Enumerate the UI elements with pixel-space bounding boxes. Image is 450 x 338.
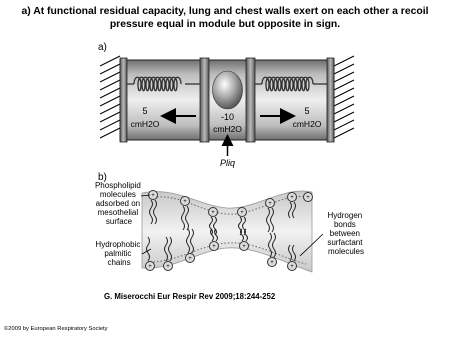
- svg-text:+: +: [240, 210, 244, 216]
- right-pressure-unit: cmH2O: [292, 119, 322, 129]
- svg-text:+: +: [166, 264, 170, 270]
- right-pressure-value: 5: [304, 106, 310, 116]
- center-pressure-unit: cmH2O: [213, 124, 242, 134]
- hydrophobic-label: Hydrophobic palmitic chains: [95, 240, 141, 267]
- phospholipid-label: Phospholipid molecules adsorbed on mesothelial surface: [94, 181, 141, 226]
- hydrogen-bonds-label: Hydrogen bonds between surfactant molecules: [327, 211, 365, 256]
- svg-text:+: +: [148, 264, 152, 270]
- svg-text:+: +: [242, 244, 246, 250]
- panel-a-label: a): [98, 42, 107, 53]
- svg-text:+: +: [290, 195, 294, 201]
- svg-text:+: +: [212, 244, 216, 250]
- right-piston: [246, 58, 255, 142]
- pliq-label: Pliq: [219, 158, 236, 168]
- left-wall-hatch: [100, 56, 120, 138]
- svg-text:+: +: [268, 201, 272, 207]
- svg-text:+: +: [183, 199, 187, 205]
- left-pressure-unit: cmH2O: [130, 119, 160, 129]
- right-end-plate: [327, 58, 334, 142]
- svg-text:+: +: [270, 260, 274, 266]
- citation: G. Miserocchi Eur Respir Rev 2009;18:244-252: [104, 292, 276, 301]
- copyright: ©2009 by European Respiratory Society: [4, 326, 108, 332]
- slide-title: a) At functional residual capacity, lung and chest walls exert on each other a recoil pressure equal in module but opposite in sign.: [21, 6, 429, 30]
- svg-text:+: +: [211, 210, 215, 216]
- svg-text:+: +: [188, 256, 192, 262]
- panel-b-label: b): [98, 172, 107, 183]
- center-pressure-value: -10: [220, 112, 235, 122]
- svg-text:+: +: [306, 195, 310, 201]
- svg-text:+: +: [151, 193, 155, 199]
- left-pressure-value: 5: [142, 106, 148, 116]
- pleural-liquid-ball: [213, 71, 243, 109]
- left-end-plate: [120, 58, 127, 142]
- left-piston: [200, 58, 209, 142]
- svg-text:+: +: [290, 264, 294, 270]
- right-wall-hatch: [334, 56, 354, 138]
